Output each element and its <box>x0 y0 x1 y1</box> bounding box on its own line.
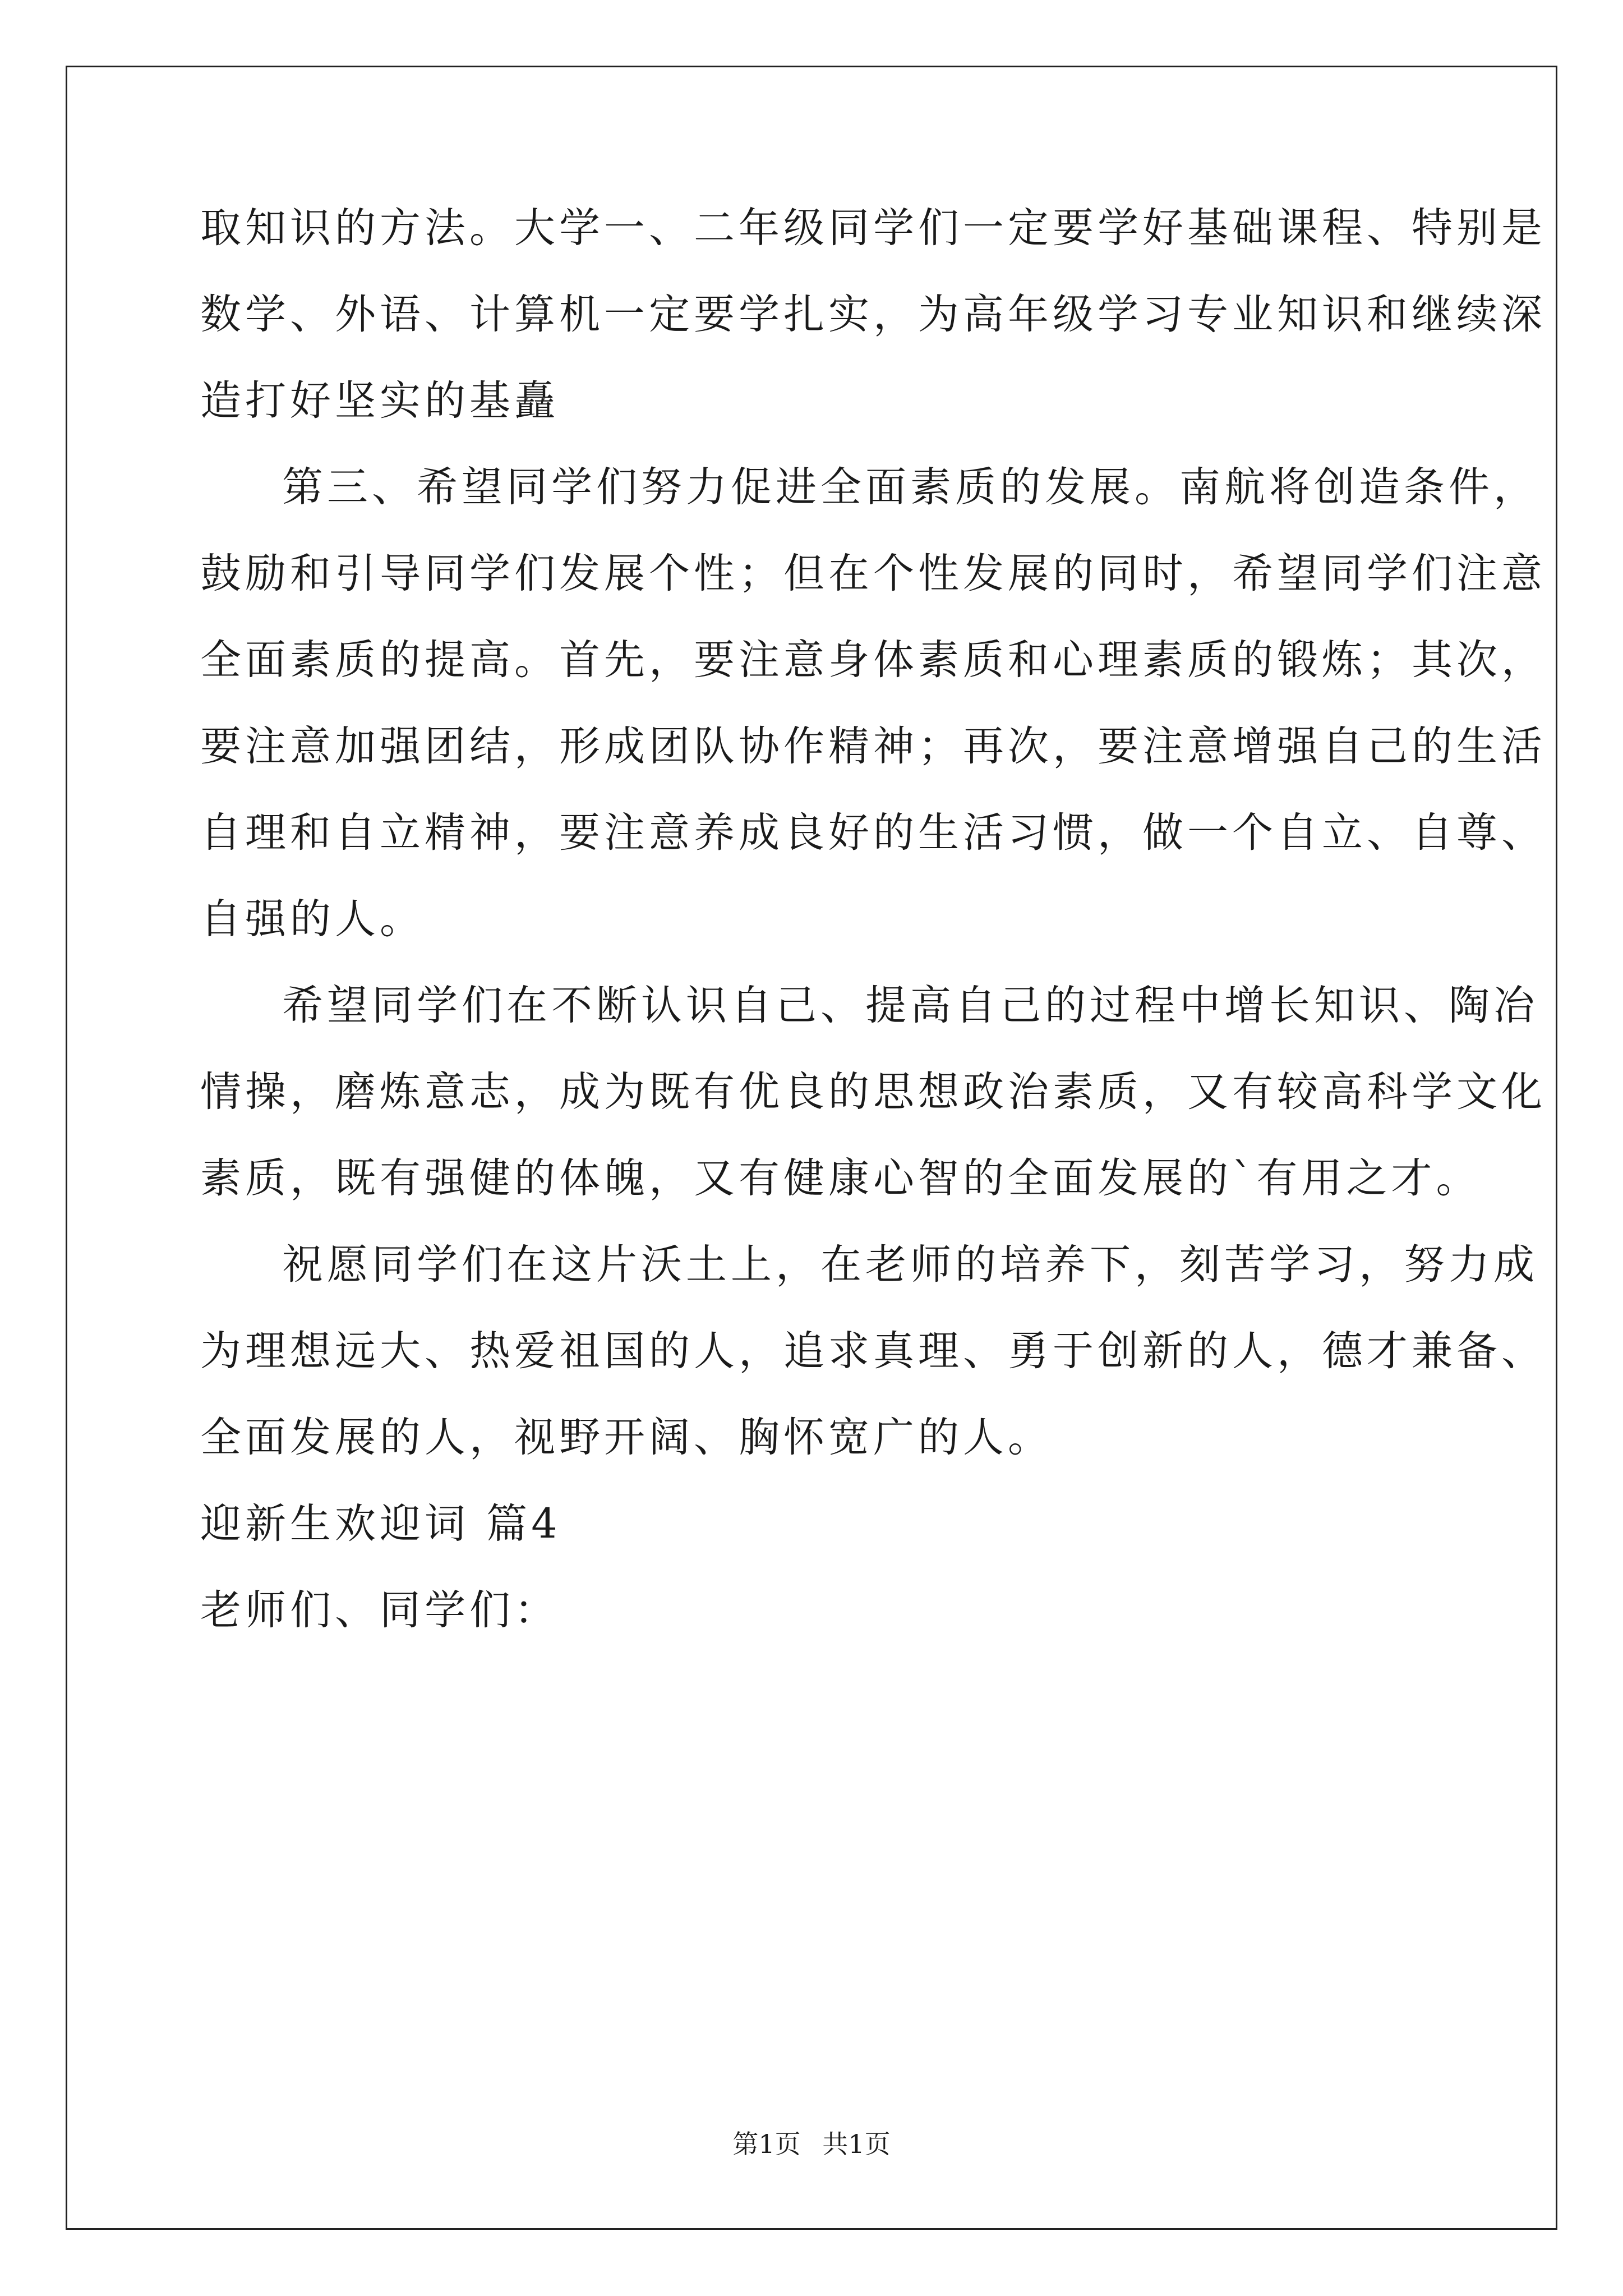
text-line: 情操，磨炼意志，成为既有优良的思想政治素质，又有较高科学文化 <box>200 1068 1546 1116</box>
text-line: 造打好坚实的基矗 <box>200 377 559 425</box>
text-line: 要注意加强团结，形成团队协作精神；再次，要注意增强自己的生活 <box>200 723 1546 770</box>
text-line: 素质，既有强健的体魄，又有健康心智的全面发展的`有用之才。 <box>200 1154 1481 1202</box>
text-line: 全面素质的提高。首先，要注意身体素质和心理素质的锻炼；其次， <box>200 636 1546 684</box>
section-heading: 迎新生欢迎词 篇4 <box>200 1500 561 1548</box>
text-line: 为理想远大、热爱祖国的人，追求真理、勇于创新的人，德才兼备、 <box>200 1327 1546 1375</box>
text-line: 第三、希望同学们努力促进全面素质的发展。南航将创造条件， <box>282 463 1538 511</box>
text-line: 数学、外语、计算机一定要学扎实，为高年级学习专业知识和继续深 <box>200 291 1546 338</box>
text-line: 鼓励和引导同学们发展个性；但在个性发展的同时，希望同学们注意 <box>200 550 1546 597</box>
page-number-total: 共1页 <box>822 2129 891 2159</box>
text-line: 取知识的方法。大学一、二年级同学们一定要学好基础课程、特别是 <box>200 204 1546 252</box>
text-line: 自理和自立精神，要注意养成良好的生活习惯，做一个自立、自尊、 <box>200 809 1546 857</box>
text-line: 希望同学们在不断认识自己、提高自己的过程中增长知识、陶冶 <box>282 982 1538 1029</box>
text-line: 祝愿同学们在这片沃土上，在老师的培养下，刻苦学习，努力成 <box>282 1241 1538 1289</box>
page-number-current: 第1页 <box>732 2129 801 2159</box>
salutation: 老师们、同学们： <box>200 1586 559 1634</box>
text-line: 全面发展的人，视野开阔、胸怀宽广的人。 <box>200 1414 1053 1461</box>
text-line: 自强的人。 <box>200 895 425 943</box>
page-footer <box>0 2127 1623 2161</box>
